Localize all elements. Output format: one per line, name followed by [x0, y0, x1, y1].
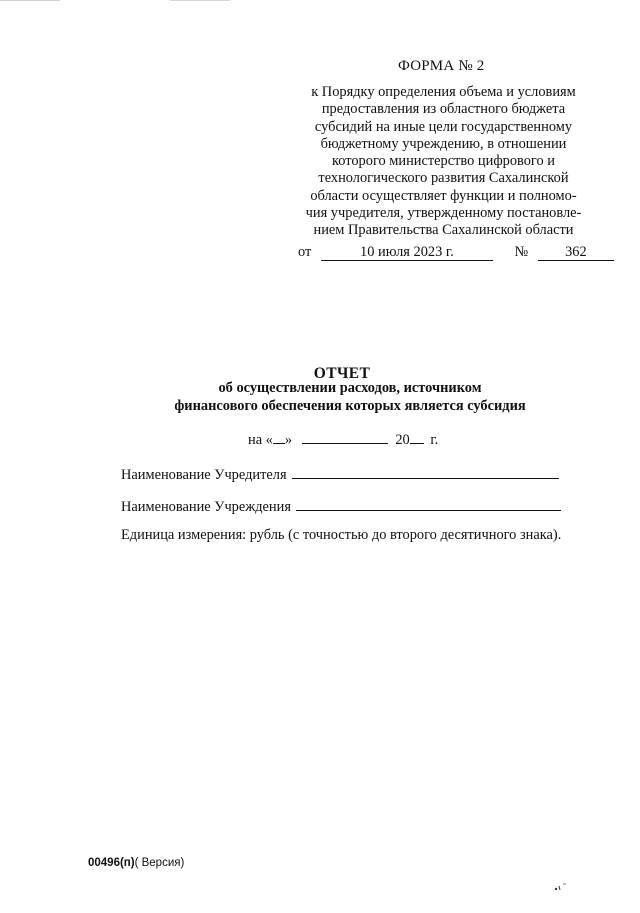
year-prefix: 20 — [395, 432, 410, 448]
order-line: технологического развития Сахалинской — [318, 170, 569, 187]
report-title: ОТЧЕТ — [313, 365, 371, 382]
code-number: 00496(п) — [88, 857, 135, 869]
institution-row — [121, 497, 561, 516]
approval-date-row — [298, 244, 598, 261]
year-suffix: г. — [430, 432, 439, 448]
on-prefix: на « — [248, 432, 273, 448]
report-date-row — [248, 431, 438, 449]
founder-field[interactable] — [292, 465, 559, 479]
subtitle-line: финансового обеспечения которых является субсидия — [174, 398, 526, 414]
subtitle-line: об осуществлении расходов, источником — [218, 380, 482, 396]
year-blank[interactable] — [410, 431, 424, 444]
day-blank[interactable] — [273, 431, 285, 444]
form-number: ФОРМА № 2 — [398, 58, 485, 74]
order-line: нием Правительства Сахалинской области — [313, 222, 574, 239]
unit-label: Единица измерения: рубль (с точностью до второго десятичного знака). — [121, 527, 562, 543]
order-line: предоставления из областного бюджета — [321, 101, 566, 118]
order-line: бюджетному учреждению, в отношении — [320, 135, 567, 152]
scan-edge — [0, 0, 640, 1]
approval-number: 362 — [538, 245, 614, 261]
order-line: которого министерство цифрового и — [332, 153, 555, 170]
quote-close: » — [284, 432, 293, 448]
number-sign: № — [514, 244, 529, 260]
founder-row — [121, 465, 559, 484]
institution-label: Наименование Учреждения — [121, 499, 291, 515]
code-version: ( Версия) — [134, 857, 185, 869]
order-line: к Порядку определения объема и условиям — [311, 84, 576, 100]
report-subtitle — [0, 379, 640, 415]
founder-label: Наименование Учредителя — [121, 467, 287, 483]
order-line: чия учредителя, утвержденному постановле- — [305, 205, 582, 222]
order-line: субсидий на иные цели государственному — [314, 118, 573, 135]
from-label: от — [298, 244, 312, 260]
document-code — [88, 857, 184, 869]
scan-mark-icon — [553, 882, 569, 892]
unit-row — [121, 527, 561, 544]
order-line: области осуществляет функции и полномо- — [310, 187, 577, 204]
institution-field[interactable] — [296, 497, 561, 511]
approval-date: 10 июля 2023 г. — [321, 245, 493, 261]
order-reference — [296, 84, 591, 240]
month-blank[interactable] — [302, 431, 388, 444]
